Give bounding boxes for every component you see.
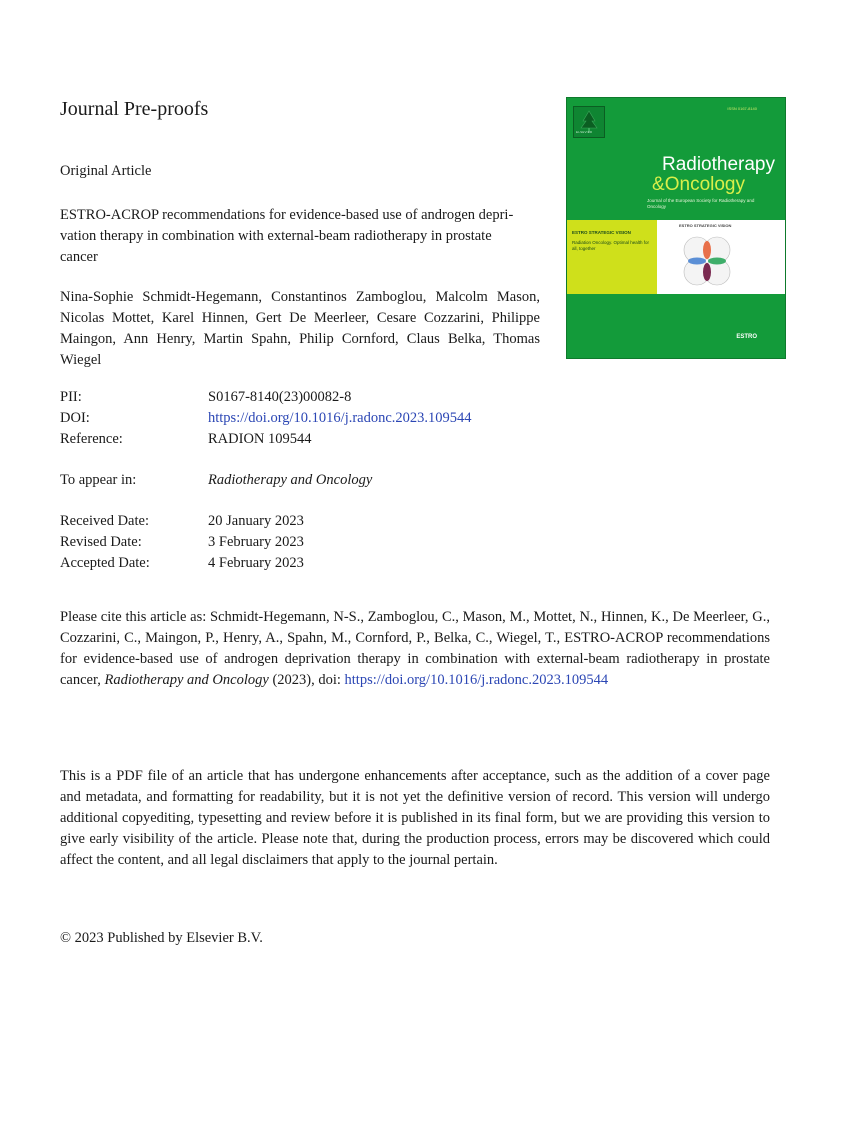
pii-value: S0167-8140(23)00082-8 bbox=[208, 389, 352, 405]
reference-label: Reference: bbox=[60, 431, 123, 447]
pii-label: PII: bbox=[60, 389, 82, 405]
cover-title-oncology: &Oncology bbox=[652, 174, 745, 195]
article-type: Original Article bbox=[60, 163, 152, 179]
revised-date-row bbox=[60, 534, 304, 551]
doi-link[interactable]: https://doi.org/10.1016/j.radonc.2023.109544 bbox=[208, 410, 472, 426]
reference-value: RADION 109544 bbox=[208, 431, 312, 447]
received-date-row bbox=[60, 513, 304, 530]
cover-vision-heading: ESTRO STRATEGIC VISION bbox=[572, 230, 631, 235]
cover-vision-band bbox=[567, 220, 786, 294]
revised-date-value: 3 February 2023 bbox=[208, 534, 304, 550]
pii-row bbox=[60, 389, 351, 406]
cover-subtitle: Journal of the European Society for Radiotherapy and Oncology bbox=[647, 198, 755, 209]
accepted-date-label: Accepted Date: bbox=[60, 555, 150, 571]
citation-text: Please cite this article as: Schmidt-Hegemann, N-S., Zamboglou, C., Mason, M., Mottet, N., Hinnen, K., De Meerleer, G., Cozzarini, C., Maingon, P., Henry, A., Spahn, M., Cornford, P., Belka, C., Wiegel, T., ESTRO-ACROP recommendations for evidence-based use of androgen deprivation therapy in combination with external-beam radiotherapy in prostate cancer, bbox=[60, 609, 770, 688]
journal-pre-proofs-label: Journal Pre-proofs bbox=[60, 98, 209, 120]
article-title: ESTRO-ACROP recommendations for evidence-based use of androgen depri-vation therapy in combination with external-beam radiotherapy in prostate cancer bbox=[60, 207, 514, 265]
cover-yellow-panel bbox=[567, 220, 657, 294]
cover-title-radiotherapy: Radiotherapy bbox=[661, 154, 775, 175]
cover-issn: ISSN 0167-8140 bbox=[727, 106, 757, 111]
vision-diagram-icon bbox=[675, 230, 739, 292]
reference-row bbox=[60, 431, 312, 448]
elsevier-logo bbox=[573, 106, 605, 138]
copyright-notice: © 2023 Published by Elsevier B.V. bbox=[60, 930, 263, 946]
author-list: Nina-Sophie Schmidt-Hegemann, Constantinos Zamboglou, Malcolm Mason, Nicolas Mottet, Karel Hinnen, Gert De Meerleer, Cesare Cozzarini, Philippe Maingon, Ann Henry, Martin Spahn, Philip Cornford, Claus Belka, Thomas Wiegel bbox=[60, 289, 540, 368]
citation-year: (2023), doi: bbox=[268, 672, 345, 688]
doi-row bbox=[60, 410, 472, 427]
cover-vision-tagline: Radiation Oncology. Optimal health for all, together bbox=[572, 240, 649, 251]
journal-cover bbox=[566, 97, 786, 359]
citation-paragraph bbox=[60, 607, 770, 691]
disclaimer-paragraph: This is a PDF file of an article that has undergone enhancements after acceptance, such as the addition of a cover page and metadata, and formatting for readability, but it is not yet the definitive version of record. This version will undergo additional copyediting, typesetting and review before it is published in its final form, but we are providing this version to give early visibility of the article. Please note that, during the production process, errors may be discovered which could affect the content, and all legal disclaimers that apply to the journal pertain. bbox=[60, 768, 770, 868]
citation-journal: Radiotherapy and Oncology bbox=[104, 672, 269, 688]
appear-in-value: Radiotherapy and Oncology bbox=[208, 472, 373, 488]
revised-date-label: Revised Date: bbox=[60, 534, 142, 550]
appear-in-row bbox=[60, 472, 372, 489]
elsevier-logo-text: ELSEVIER bbox=[576, 130, 593, 134]
received-date-value: 20 January 2023 bbox=[208, 513, 304, 529]
citation-doi-link[interactable]: https://doi.org/10.1016/j.radonc.2023.109544 bbox=[344, 672, 609, 688]
doi-label: DOI: bbox=[60, 410, 90, 426]
received-date-label: Received Date: bbox=[60, 513, 149, 529]
appear-in-label: To appear in: bbox=[60, 472, 137, 488]
cover-diagram-heading: ESTRO STRATEGIC VISION bbox=[679, 223, 732, 228]
accepted-date-row bbox=[60, 555, 304, 572]
estro-logo: ESTRO bbox=[736, 334, 757, 340]
accepted-date-value: 4 February 2023 bbox=[208, 555, 304, 571]
